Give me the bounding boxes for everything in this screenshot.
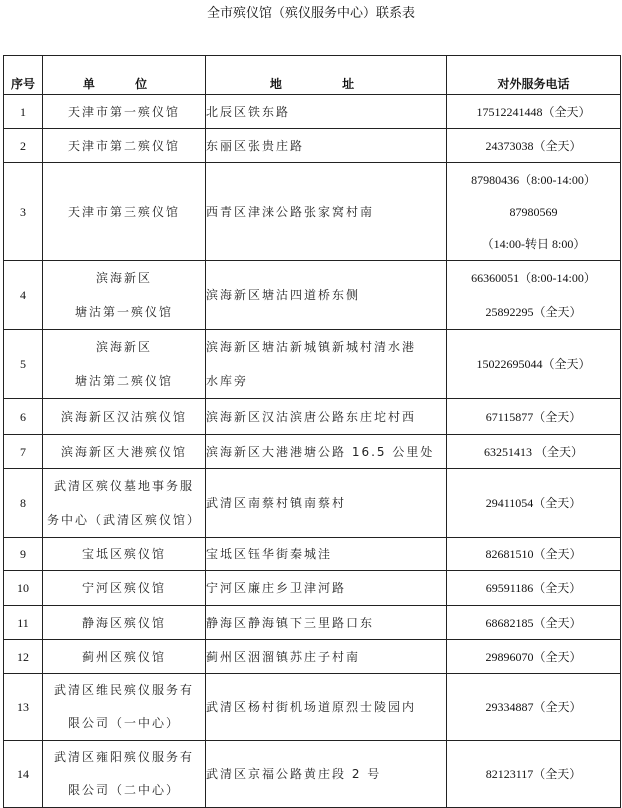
cell-unit bbox=[43, 435, 206, 469]
phone-line: 17512241448（全天） bbox=[476, 104, 591, 119]
cell-index: 12 bbox=[4, 640, 43, 674]
unit-name-line: 宁河区殡仪馆 bbox=[81, 580, 166, 595]
unit-name-line: 武清区雍阳殡仪服务有 bbox=[53, 750, 194, 764]
table-row bbox=[4, 261, 621, 330]
cell-address bbox=[206, 741, 447, 808]
header-address-label: 地 址 bbox=[269, 77, 383, 91]
unit-name-line: 宝坻区殡仪馆 bbox=[81, 546, 166, 561]
table-row bbox=[4, 129, 621, 163]
phone-line: 24373038（全天） bbox=[485, 138, 582, 153]
cell-phone bbox=[447, 674, 621, 741]
cell-address bbox=[206, 330, 447, 399]
cell-address bbox=[206, 435, 447, 469]
cell-phone bbox=[447, 606, 621, 640]
table-row bbox=[4, 741, 621, 808]
unit-name-line: 限公司（二中心） bbox=[67, 783, 180, 797]
phone-line: 82681510（全天） bbox=[485, 546, 582, 561]
cell-phone bbox=[447, 129, 621, 163]
cell-index: 3 bbox=[4, 163, 43, 261]
address-line: 东丽区张贵庄路 bbox=[206, 138, 305, 153]
address-line: 滨海新区塘沽新城镇新城村清水港 bbox=[206, 340, 417, 354]
phone-line: （14:00-转日 8:00） bbox=[481, 236, 586, 251]
address-line: 宝坻区钰华街秦城洼 bbox=[206, 546, 333, 561]
address-line: 武清区杨村街机场道原烈士陵园内 bbox=[206, 700, 417, 714]
cell-phone bbox=[447, 469, 621, 538]
unit-name-line: 静海区殡仪馆 bbox=[81, 615, 166, 630]
cell-unit bbox=[43, 399, 206, 435]
unit-name-line: 武清区维民殡仪服务有 bbox=[53, 683, 194, 697]
address-line: 静海区静海镇下三里路口东 bbox=[206, 615, 375, 630]
table-row bbox=[4, 399, 621, 435]
cell-phone bbox=[447, 571, 621, 606]
phone-line: 68682185（全天） bbox=[485, 615, 582, 630]
address-line: 水库旁 bbox=[206, 374, 249, 388]
cell-phone bbox=[447, 741, 621, 808]
cell-phone bbox=[447, 399, 621, 435]
phone-line: 63251413 （全天） bbox=[483, 444, 583, 459]
phone-line: 69591186（全天） bbox=[485, 580, 582, 595]
cell-unit bbox=[43, 330, 206, 399]
header-address bbox=[206, 56, 447, 95]
unit-name-line: 武清区殡仪墓地事务服 bbox=[53, 479, 194, 493]
address-line: 武清区京福公路黄庄段 2 号 bbox=[206, 766, 382, 781]
address-line: 武清区南蔡村镇南蔡村 bbox=[206, 496, 347, 510]
cell-address bbox=[206, 399, 447, 435]
phone-line: 67115877（全天） bbox=[485, 409, 582, 424]
phone-line: 87980569 bbox=[509, 204, 558, 219]
cell-phone bbox=[447, 261, 621, 330]
cell-address bbox=[206, 95, 447, 129]
cell-index: 2 bbox=[4, 129, 43, 163]
cell-address bbox=[206, 129, 447, 163]
cell-address bbox=[206, 163, 447, 261]
unit-name-line: 滨海新区 bbox=[95, 271, 152, 285]
cell-phone bbox=[447, 95, 621, 129]
cell-index: 6 bbox=[4, 399, 43, 435]
unit-name-line: 限公司（一中心） bbox=[67, 716, 180, 730]
cell-index: 5 bbox=[4, 330, 43, 399]
cell-phone bbox=[447, 538, 621, 571]
cell-index: 14 bbox=[4, 741, 43, 808]
header-index: 序号 bbox=[4, 56, 43, 95]
unit-name-line: 塘沽第二殡仪馆 bbox=[74, 374, 173, 388]
cell-phone bbox=[447, 163, 621, 261]
address-line: 西青区津涞公路张家窝村南 bbox=[206, 204, 375, 219]
cell-index: 10 bbox=[4, 571, 43, 606]
header-unit bbox=[43, 56, 206, 95]
cell-index: 9 bbox=[4, 538, 43, 571]
cell-phone bbox=[447, 640, 621, 674]
cell-unit bbox=[43, 95, 206, 129]
phone-line: 15022695044（全天） bbox=[476, 357, 591, 371]
unit-name-line: 务中心（武清区殡仪馆） bbox=[46, 513, 201, 527]
table-header-row bbox=[4, 56, 621, 95]
cell-address bbox=[206, 606, 447, 640]
table-row bbox=[4, 606, 621, 640]
cell-index: 1 bbox=[4, 95, 43, 129]
unit-name-line: 滨海新区 bbox=[95, 340, 152, 354]
table-row bbox=[4, 163, 621, 261]
address-line: 宁河区廉庄乡卫津河路 bbox=[206, 580, 347, 595]
header-unit-label: 单 位 bbox=[82, 77, 166, 91]
table-row bbox=[4, 571, 621, 606]
table-row bbox=[4, 330, 621, 399]
unit-name-line: 天津市第二殡仪馆 bbox=[67, 138, 180, 153]
address-line: 滨海新区大港港塘公路 16.5 公里处 bbox=[206, 444, 435, 459]
unit-name-line: 天津市第三殡仪馆 bbox=[67, 204, 180, 219]
cell-index: 8 bbox=[4, 469, 43, 538]
contacts-table bbox=[3, 55, 621, 808]
address-line: 滨海新区塘沽四道桥东侧 bbox=[206, 288, 361, 302]
table-row bbox=[4, 674, 621, 741]
table-row bbox=[4, 640, 621, 674]
cell-index: 4 bbox=[4, 261, 43, 330]
cell-index: 13 bbox=[4, 674, 43, 741]
page-title: 全市殡仪馆（殡仪服务中心）联系表 bbox=[206, 6, 415, 21]
unit-name-line: 塘沽第一殡仪馆 bbox=[74, 305, 173, 319]
address-line: 滨海新区汉沽滨唐公路东庄坨村西 bbox=[206, 409, 417, 424]
table-row bbox=[4, 469, 621, 538]
unit-name-line: 天津市第一殡仪馆 bbox=[67, 104, 180, 119]
cell-phone bbox=[447, 330, 621, 399]
address-line: 北辰区铁东路 bbox=[206, 104, 291, 119]
unit-name-line: 滨海新区大港殡仪馆 bbox=[60, 444, 187, 459]
phone-line: 87980436（8:00-14:00） bbox=[471, 172, 596, 187]
cell-address bbox=[206, 469, 447, 538]
table-row bbox=[4, 435, 621, 469]
phone-line: 29334887（全天） bbox=[485, 700, 582, 714]
cell-phone bbox=[447, 435, 621, 469]
phone-line: 82123117（全天） bbox=[485, 766, 582, 781]
cell-index: 7 bbox=[4, 435, 43, 469]
table-row bbox=[4, 538, 621, 571]
cell-address bbox=[206, 571, 447, 606]
phone-line: 29896070（全天） bbox=[485, 649, 582, 664]
phone-line: 25892295（全天） bbox=[485, 305, 582, 319]
cell-unit bbox=[43, 640, 206, 674]
cell-unit bbox=[43, 469, 206, 538]
cell-unit bbox=[43, 538, 206, 571]
cell-unit bbox=[43, 163, 206, 261]
unit-name-line: 蓟州区殡仪馆 bbox=[81, 649, 166, 664]
phone-line: 66360051（8:00-14:00） bbox=[471, 271, 596, 285]
cell-unit bbox=[43, 129, 206, 163]
cell-unit bbox=[43, 571, 206, 606]
table-body bbox=[4, 95, 621, 808]
cell-address bbox=[206, 538, 447, 571]
cell-address bbox=[206, 261, 447, 330]
cell-unit bbox=[43, 674, 206, 741]
cell-unit bbox=[43, 741, 206, 808]
header-phone: 对外服务电话 bbox=[447, 56, 621, 95]
table-row bbox=[4, 95, 621, 129]
cell-unit bbox=[43, 261, 206, 330]
phone-line: 29411054（全天） bbox=[485, 496, 582, 510]
cell-address bbox=[206, 674, 447, 741]
unit-name-line: 滨海新区汉沽殡仪馆 bbox=[60, 409, 187, 424]
cell-address bbox=[206, 640, 447, 674]
cell-unit bbox=[43, 606, 206, 640]
cell-index: 11 bbox=[4, 606, 43, 640]
address-line: 蓟州区洇溜镇苏庄子村南 bbox=[206, 649, 361, 664]
